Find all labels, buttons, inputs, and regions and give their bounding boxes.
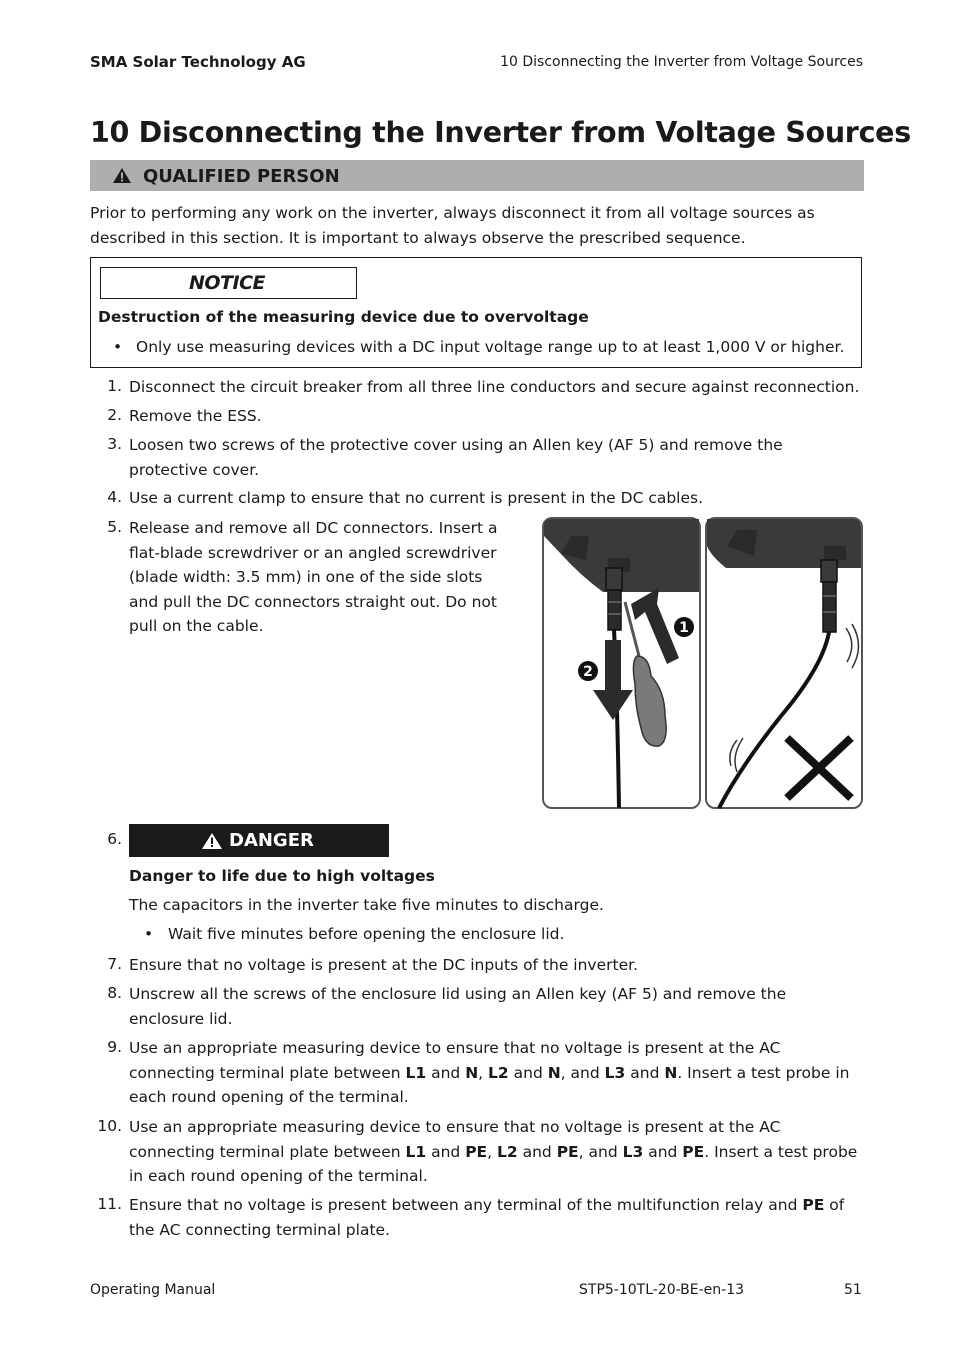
correct-removal-panel [543,518,700,808]
step-number: 8. [107,984,122,1002]
step-text: Ensure that no voltage is present between any terminal of the multifunction relay and PE of the AC connecting terminal plate. [129,1196,845,1239]
qualified-person-banner [90,160,864,191]
step-text: Use an appropriate measuring device to ensure that no voltage is present at the AC connecting terminal plate between L1 and PE, L2 and PE, and L3 and PE. Insert a test probe in each round opening of the terminal. [129,1118,858,1185]
danger-heading: Danger to life due to high voltages [129,867,435,885]
notice-tag [100,267,357,299]
warning-triangle-icon [201,832,223,850]
step-text: Use a current clamp to ensure that no current is present in the DC cables. [129,489,704,507]
figure-marker-1 [674,617,694,637]
step-number: 5. [107,518,122,536]
step-text: Disconnect the circuit breaker from all three line conductors and secure against reconnection. [129,378,860,396]
intro-paragraph: Prior to performing any work on the inverter, always disconnect it from all voltage sources as described in this section. It is important to always observe the prescribed sequence. [90,204,815,247]
page-title: 10 Disconnecting the Inverter from Voltage Sources [90,116,911,149]
step-number: 4. [107,488,122,506]
danger-banner [129,824,389,857]
step-number: 2. [107,406,122,424]
page-number: 51 [844,1282,862,1298]
danger-label: DANGER [229,830,314,851]
figure-marker-1-label: 1 [679,620,689,636]
running-header: 10 Disconnecting the Inverter from Voltage Sources [500,54,863,70]
bullet-marker: • [144,925,154,943]
notice-item: Only use measuring devices with a DC input voltage range up to at least 1,000 V or higher. [136,338,845,356]
step-text: Release and remove all DC connectors. Insert a flat-blade screwdriver or an angled screwdriver (blade width: 3.5 mm) in one of the side slots and pull the DC connectors straight out. Do not pull on the cable. [129,519,498,635]
qualified-person-label: QUALIFIED PERSON [143,166,340,187]
warning-triangle-icon [112,167,132,184]
step-number: 7. [107,955,122,973]
step-text: Unscrew all the screws of the enclosure lid using an Allen key (AF 5) and remove the enclosure lid. [129,985,787,1028]
dc-connector-removal-illustration [541,516,865,812]
step-number: 3. [107,435,122,453]
danger-item: Wait five minutes before opening the enclosure lid. [168,925,565,943]
step-number: 6. [107,830,122,848]
notice-label: NOTICE [189,272,266,294]
step-number: 1. [107,377,122,395]
step-text: Remove the ESS. [129,407,262,425]
step-text: Loosen two screws of the protective cover using an Allen key (AF 5) and remove the protective cover. [129,436,783,479]
figure-marker-2 [578,661,598,681]
notice-box [90,257,862,368]
figure-marker-2-label: 2 [583,664,593,680]
step-text: Ensure that no voltage is present at the DC inputs of the inverter. [129,956,639,974]
footer-doc-id: STP5-10TL-20-BE-en-13 [579,1282,745,1298]
incorrect-removal-panel [706,518,862,808]
step-number: 10. [97,1117,122,1135]
step-number: 9. [107,1038,122,1056]
step-text: Use an appropriate measuring device to ensure that no voltage is present at the AC connecting terminal plate between L1 and N, L2 and N, and L3 and N. Insert a test probe in each round opening of the terminal. [129,1039,850,1106]
step-number: 11. [97,1195,122,1213]
bullet-marker: • [113,338,123,356]
danger-text: The capacitors in the inverter take five minutes to discharge. [129,896,604,914]
company-name: SMA Solar Technology AG [90,53,306,71]
footer-manual-title: Operating Manual [90,1282,216,1298]
notice-heading: Destruction of the measuring device due to overvoltage [98,308,589,326]
